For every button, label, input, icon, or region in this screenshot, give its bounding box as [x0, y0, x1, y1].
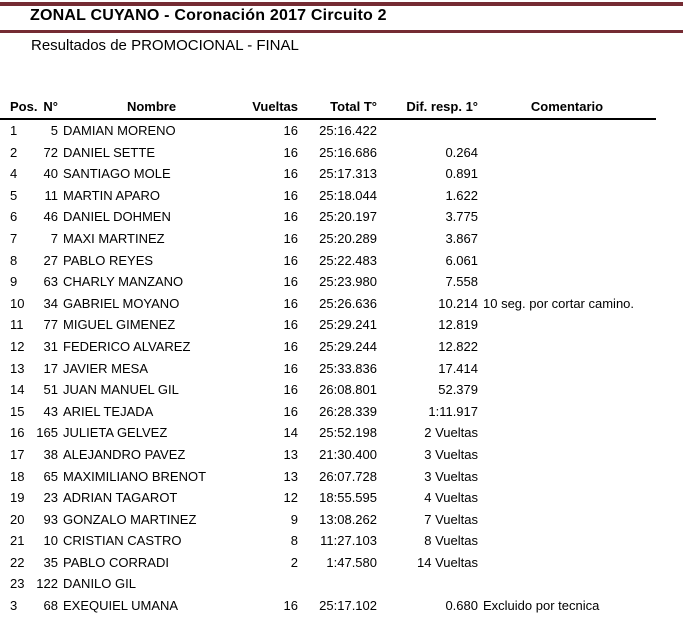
laps-cell: 16 [283, 598, 298, 614]
page-title: ZONAL CUYANO - Coronación 2017 Circuito 2 [30, 7, 387, 24]
laps-cell: 16 [283, 123, 298, 138]
total-time-cell: 13:08.262 [319, 511, 377, 527]
position-cell: 18 [10, 468, 25, 484]
laps-cell: 16 [283, 295, 298, 311]
table-header-row [0, 96, 683, 118]
position-cell: 7 [10, 230, 18, 246]
comment-cell: 10 seg. por cortar camino. [483, 295, 635, 311]
driver-name-cell: GABRIEL MOYANO [63, 295, 180, 311]
table-row [0, 314, 683, 336]
gap-cell: 52.379 [438, 382, 478, 398]
position-cell: 9 [10, 274, 18, 290]
driver-name-cell: MAXI MARTINEZ [63, 230, 165, 246]
laps-cell: 16 [283, 230, 298, 246]
total-time-cell: 25:17.313 [319, 166, 377, 182]
driver-name-cell: MIGUEL GIMENEZ [63, 317, 176, 333]
laps-cell: 12 [283, 490, 298, 506]
driver-name-cell: SANTIAGO MOLE [63, 166, 171, 182]
table-row [0, 250, 683, 272]
gap-cell: 7.558 [445, 274, 478, 290]
table-row [0, 487, 683, 509]
gap-cell: 3 Vueltas [424, 468, 478, 484]
table-row [0, 228, 683, 250]
driver-name-cell: DANIEL DOHMEN [63, 209, 171, 225]
position-cell: 13 [10, 360, 25, 376]
laps-cell: 2 [290, 554, 298, 570]
position-cell: 21 [10, 533, 25, 549]
position-cell: 1 [10, 123, 18, 138]
gap-cell: 0.264 [445, 144, 478, 160]
total-time-cell: 21:30.400 [319, 446, 377, 462]
laps-cell: 16 [283, 252, 298, 268]
total-time-cell: 26:08.801 [319, 382, 377, 398]
table-row [0, 293, 683, 315]
total-time-cell: 25:22.483 [319, 252, 377, 268]
table-row [0, 401, 683, 423]
kart-number-cell: 34 [43, 295, 58, 311]
table-row [0, 552, 683, 574]
laps-cell: 16 [283, 360, 298, 376]
position-cell: 19 [10, 490, 25, 506]
kart-number-cell: 38 [43, 446, 58, 462]
table-row [0, 466, 683, 488]
kart-number-cell: 46 [43, 209, 58, 225]
kart-number-cell: 63 [43, 274, 58, 290]
laps-cell: 16 [283, 166, 298, 182]
driver-name-cell: ARIEL TEJADA [63, 403, 154, 419]
table-row [0, 422, 683, 444]
position-cell: 11 [10, 317, 24, 333]
total-time-cell: 25:20.289 [319, 230, 377, 246]
driver-name-cell: JUAN MANUEL GIL [63, 382, 179, 398]
driver-name-cell: ADRIAN TAGAROT [63, 490, 178, 506]
position-cell: 14 [10, 382, 25, 398]
col-header-comment: Comentario [530, 99, 604, 114]
driver-name-cell: PABLO REYES [63, 252, 154, 268]
driver-name-cell: EXEQUIEL UMANA [63, 598, 179, 614]
top-rule [0, 2, 683, 6]
gap-cell: 3 Vueltas [424, 446, 478, 462]
driver-name-cell: PABLO CORRADI [63, 554, 169, 570]
position-cell: 23 [10, 576, 25, 592]
laps-cell: 13 [283, 446, 298, 462]
total-time-cell: 1:47.580 [326, 554, 377, 570]
table-row [0, 163, 683, 185]
laps-cell: 16 [283, 338, 298, 354]
kart-number-cell: 35 [43, 554, 58, 570]
gap-cell: 2 Vueltas [424, 425, 478, 441]
gap-cell: 7 Vueltas [424, 511, 478, 527]
position-cell: 8 [10, 252, 18, 268]
total-time-cell: 11:27.103 [320, 533, 377, 549]
kart-number-cell: 51 [43, 382, 58, 398]
kart-number-cell: 40 [43, 166, 58, 182]
driver-name-cell: MAXIMILIANO BRENOT [63, 468, 207, 484]
driver-name-cell: CHARLY MANZANO [63, 274, 184, 290]
position-cell: 3 [10, 598, 18, 614]
kart-number-cell: 10 [43, 533, 58, 549]
driver-name-cell: CRISTIAN CASTRO [63, 533, 182, 549]
position-cell: 6 [10, 209, 18, 225]
table-row [0, 530, 683, 552]
gap-cell: 0.891 [445, 166, 478, 182]
table-row [0, 271, 683, 293]
kart-number-cell: 7 [50, 230, 58, 246]
kart-number-cell: 68 [43, 598, 58, 614]
position-cell: 15 [10, 403, 25, 419]
laps-cell: 9 [290, 511, 298, 527]
gap-cell: 12.819 [438, 317, 478, 333]
gap-cell: 12.822 [438, 338, 478, 354]
laps-cell: 16 [283, 317, 298, 333]
total-time-cell: 25:17.102 [319, 598, 377, 614]
gap-cell: 10.214 [438, 295, 478, 311]
total-time-cell: 25:52.198 [319, 425, 377, 441]
table-row [0, 206, 683, 228]
kart-number-cell: 122 [36, 576, 58, 592]
driver-name-cell: DANIEL SETTE [63, 144, 155, 160]
position-cell: 12 [10, 338, 25, 354]
col-header-total: Total T° [330, 99, 377, 114]
position-cell: 20 [10, 511, 25, 527]
position-cell: 2 [10, 144, 18, 160]
position-cell: 22 [10, 554, 25, 570]
table-row [0, 509, 683, 531]
table-body [0, 120, 683, 617]
driver-name-cell: GONZALO MARTINEZ [63, 511, 197, 527]
table-row [0, 336, 683, 358]
laps-cell: 16 [283, 187, 298, 203]
gap-cell: 0.680 [445, 598, 478, 614]
position-cell: 17 [10, 446, 25, 462]
position-cell: 10 [10, 295, 25, 311]
kart-number-cell: 65 [43, 468, 58, 484]
gap-cell: 6.061 [445, 252, 478, 268]
table-row [0, 120, 683, 142]
total-time-cell: 25:18.044 [319, 187, 377, 203]
gap-cell: 3.867 [445, 230, 478, 246]
gap-cell: 14 Vueltas [417, 554, 478, 570]
position-cell: 16 [10, 425, 25, 441]
kart-number-cell: 27 [43, 252, 58, 268]
laps-cell: 16 [283, 382, 298, 398]
laps-cell: 16 [283, 144, 298, 160]
total-time-cell: 25:23.980 [319, 274, 377, 290]
total-time-cell: 25:26.636 [319, 295, 377, 311]
kart-number-cell: 11 [44, 187, 58, 203]
kart-number-cell: 17 [43, 360, 58, 376]
driver-name-cell: FEDERICO ALVAREZ [63, 338, 191, 354]
col-header-pos: Pos. [10, 99, 38, 114]
gap-cell: 1:11.917 [428, 403, 478, 419]
laps-cell: 16 [283, 274, 298, 290]
gap-cell: 8 Vueltas [424, 533, 478, 549]
total-time-cell: 25:20.197 [319, 209, 377, 225]
table-row [0, 444, 683, 466]
kart-number-cell: 5 [50, 123, 58, 138]
kart-number-cell: 93 [43, 511, 58, 527]
table-row [0, 573, 683, 595]
col-header-laps: Vueltas [252, 99, 298, 114]
table-row [0, 185, 683, 207]
laps-cell: 16 [283, 209, 298, 225]
position-cell: 4 [10, 166, 18, 182]
total-time-cell: 25:33.836 [319, 360, 377, 376]
col-header-number: N° [43, 99, 58, 114]
kart-number-cell: 43 [43, 403, 58, 419]
col-header-name: Nombre [126, 99, 177, 114]
table-row [0, 142, 683, 164]
total-time-cell: 25:16.686 [319, 144, 377, 160]
title-rule [0, 30, 683, 33]
laps-cell: 8 [290, 533, 298, 549]
gap-cell: 3.775 [445, 209, 478, 225]
laps-cell: 16 [283, 403, 298, 419]
driver-name-cell: ALEJANDRO PAVEZ [63, 446, 186, 462]
table-row [0, 595, 683, 617]
gap-cell: 17.414 [438, 360, 478, 376]
kart-number-cell: 31 [43, 338, 58, 354]
comment-cell: Excluido por tecnica [483, 598, 600, 614]
table-row [0, 379, 683, 401]
table-row [0, 358, 683, 380]
driver-name-cell: DANILO GIL [63, 576, 136, 592]
gap-cell: 4 Vueltas [424, 490, 478, 506]
laps-cell: 13 [283, 468, 298, 484]
total-time-cell: 25:29.241 [319, 317, 377, 333]
page-subtitle: Resultados de PROMOCIONAL - FINAL [31, 37, 299, 54]
total-time-cell: 26:07.728 [319, 468, 377, 484]
kart-number-cell: 72 [43, 144, 58, 160]
gap-cell: 1.622 [445, 187, 478, 203]
driver-name-cell: MARTIN APARO [63, 187, 161, 203]
col-header-gap: Dif. resp. 1° [406, 99, 478, 114]
total-time-cell: 25:16.422 [319, 123, 377, 138]
driver-name-cell: JULIETA GELVEZ [63, 425, 168, 441]
position-cell: 5 [10, 187, 18, 203]
kart-number-cell: 23 [43, 490, 58, 506]
total-time-cell: 25:29.244 [319, 338, 377, 354]
total-time-cell: 18:55.595 [319, 490, 377, 506]
laps-cell: 14 [283, 425, 298, 441]
kart-number-cell: 165 [36, 425, 58, 441]
results-table [0, 96, 683, 617]
driver-name-cell: JAVIER MESA [63, 360, 149, 376]
total-time-cell: 26:28.339 [319, 403, 377, 419]
driver-name-cell: DAMIAN MORENO [63, 123, 176, 138]
kart-number-cell: 77 [43, 317, 58, 333]
